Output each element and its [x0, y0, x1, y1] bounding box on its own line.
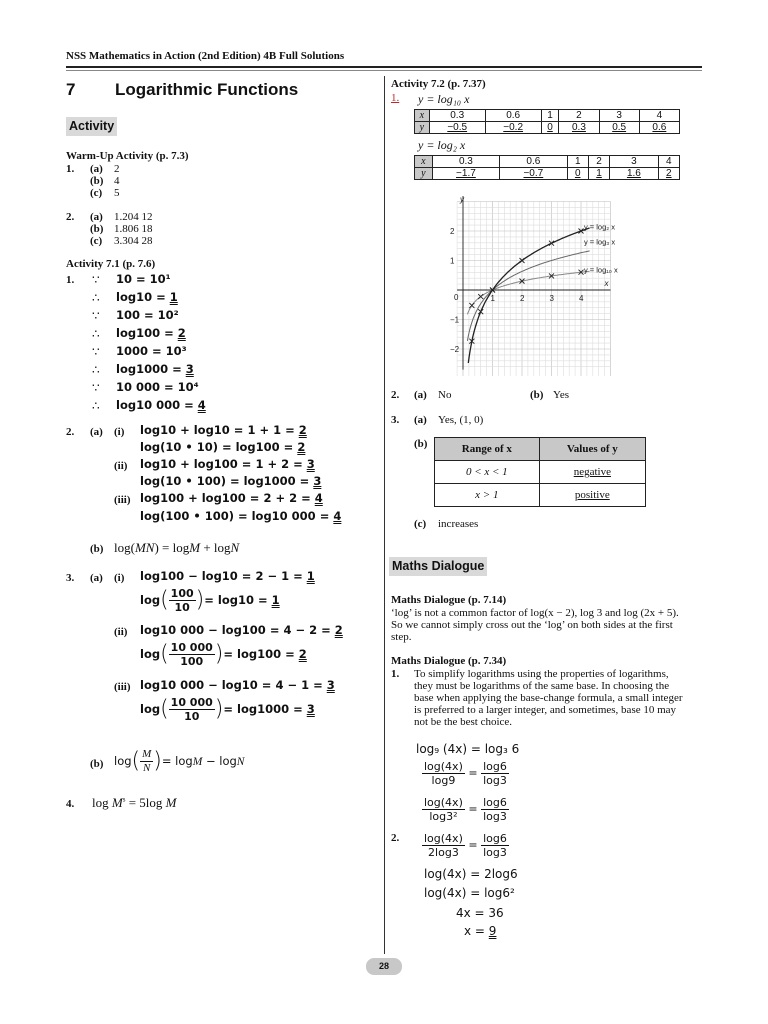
math-text: − log [202, 754, 237, 769]
q3-num: 3. [391, 414, 400, 426]
answer: 1.204 12 [114, 211, 153, 223]
table-cell: y [415, 168, 433, 180]
equation: y = log₂ x [418, 138, 466, 152]
math-text: x = [464, 924, 489, 938]
paren: ) [195, 587, 205, 613]
fraction [481, 832, 509, 859]
math-line [140, 679, 335, 693]
label: (a) [90, 572, 103, 584]
table-row [415, 110, 680, 122]
answer: 2 [298, 647, 307, 662]
warmup-q2-num: 2. [66, 211, 75, 223]
math-var: M [165, 795, 177, 810]
equation: y = log₁₀ x [418, 92, 470, 106]
label: (a) [90, 426, 103, 438]
table-cell: x > 1 [435, 484, 540, 507]
math-line [116, 345, 187, 359]
answer: 4 [314, 491, 323, 505]
label: (a) [90, 211, 103, 223]
table-cell: 0.6 [485, 110, 541, 122]
numerator: log6 [483, 796, 507, 809]
answer: increases [438, 518, 479, 530]
answer: Yes, (1, 0) [438, 414, 484, 426]
label: (i) [114, 426, 125, 438]
table-cell: 0 [541, 122, 559, 134]
paren: ) [214, 641, 224, 667]
math-var: MN [134, 540, 155, 555]
denominator: log3 [483, 846, 507, 860]
fraction [481, 796, 509, 823]
numerator: 10 000 [170, 696, 213, 709]
table-cell: 1 [541, 110, 559, 122]
math-line [114, 748, 244, 775]
label: (b) [90, 175, 104, 187]
paren: ) [214, 696, 224, 722]
denominator: log3² [429, 810, 458, 824]
math-line [140, 624, 343, 638]
table-cell: 0.6 [500, 156, 567, 168]
answer: 9 [488, 924, 497, 938]
table-cell: −0.7 [500, 168, 567, 180]
math-line [140, 510, 341, 524]
paragraph-line: So we cannot simply cross out the ‘log’ on both sides at the first [391, 619, 673, 631]
math-text: log(10 • 100) = log1000 = [140, 474, 314, 488]
y-tick-label: −1 [450, 315, 460, 325]
math-line [116, 363, 194, 377]
x-tick-label: 2 [520, 294, 525, 303]
table-cell: 0.5 [599, 122, 639, 134]
x-axis-label: x [604, 279, 609, 288]
fraction [422, 796, 465, 823]
math-var: M [111, 795, 123, 810]
math-line: $\frac{\log(4x)}{2\log 3}$ = $\frac{\log 6}{\log 3}$ [424, 832, 507, 860]
math-text: log [140, 702, 161, 717]
math-text: log10 + log10 = 1 + 1 = [140, 423, 299, 437]
table-cell: 1 [588, 168, 609, 180]
math-text: log100 = [116, 326, 178, 340]
math-line [464, 924, 496, 938]
q2-num: 2. [391, 389, 400, 401]
math-symbol: ∵ [92, 273, 100, 287]
denominator: 2log3 [428, 846, 459, 860]
table-cell: negative [539, 461, 645, 484]
label: (a) [90, 163, 103, 175]
math-var: M [189, 540, 201, 555]
paren: ( [160, 587, 169, 613]
table-row [415, 122, 680, 134]
answer: 5 [114, 187, 120, 199]
activity72-title: Activity 7.2 (p. 7.37) [391, 78, 486, 90]
math-line: log₉ (4x) = log₃ 6 [416, 742, 520, 756]
math-var: N [236, 756, 245, 769]
label: (c) [90, 187, 103, 199]
fraction [169, 587, 196, 614]
table-cell: 3 [599, 110, 639, 122]
math-line [116, 309, 179, 323]
math-symbol: ∴ [92, 291, 100, 305]
table-cell: 0.6 [639, 122, 679, 134]
answer: 3 [306, 702, 315, 717]
table-cell: 1 [567, 156, 588, 168]
denominator: 10 [174, 601, 190, 615]
table-row [435, 461, 646, 484]
math-text: log1000 = [116, 362, 186, 376]
paren: ) [153, 748, 162, 774]
table-cell: y [415, 122, 430, 134]
answer: 3 [326, 678, 335, 692]
numerator: 10 000 [170, 641, 213, 654]
values-table-log10 [414, 109, 680, 134]
x-tick-label: 1 [490, 294, 495, 303]
table-cell: 4 [639, 110, 679, 122]
math-symbol: ∴ [92, 363, 100, 377]
paragraph-line: is preferred to a larger integer, and sometimes, base 10 may [414, 704, 677, 716]
fraction [169, 696, 215, 723]
math-line: $\frac{\log(4x)}{\text{log3²}}$ = $\frac{\log 6}{\log 3}$ [424, 796, 507, 824]
denominator: log3 [483, 810, 507, 824]
table-cell: −1.7 [432, 168, 499, 180]
denominator: log3 [483, 774, 507, 788]
table-cell: x [415, 156, 433, 168]
md2-title: Maths Dialogue (p. 7.34) [391, 655, 507, 667]
denominator: log9 [431, 774, 456, 788]
math-line [140, 570, 315, 584]
paragraph-line: base when applying the base-change formula, a small integer [414, 692, 683, 704]
table-cell: Range of x [435, 438, 540, 461]
math-line [116, 327, 186, 341]
section-maths-dialogue: Maths Dialogue [389, 557, 487, 576]
math-text: = log1000 = [223, 702, 307, 717]
math-line: log(4x) = 2log6 [424, 867, 518, 881]
numerator: M [140, 748, 153, 762]
activity71-title: Activity 7.1 (p. 7.6) [66, 258, 156, 270]
numerator: log(4x) [424, 760, 463, 773]
table-cell: 0 < x < 1 [435, 461, 540, 484]
point-marker [469, 303, 474, 308]
math-text: + log [200, 540, 231, 555]
math-symbol: ∵ [92, 309, 100, 323]
answer: 3 [306, 457, 315, 471]
q2-num: 2. [66, 426, 75, 438]
label: (b) [530, 389, 544, 401]
table-cell: 2 [588, 156, 609, 168]
numerator: log6 [483, 760, 507, 773]
paragraph-line: not be the best choice. [414, 716, 513, 728]
answer: 1 [306, 569, 315, 583]
fraction [140, 748, 153, 775]
fraction [169, 641, 215, 668]
paren: ( [160, 641, 169, 667]
math-line [92, 795, 177, 811]
answer: 1 [169, 290, 178, 304]
math-text: 1000 = 10³ [116, 344, 187, 358]
table-cell: positive [539, 484, 645, 507]
math-line: $\frac{\log(4x)}{\log 9}$ = $\frac{\log 6}{\log 3}$ [424, 760, 507, 788]
chapter-number: 7 [66, 80, 76, 99]
answer: 3.304 28 [114, 235, 153, 247]
denominator: 100 [180, 655, 204, 669]
table-cell: 2 [559, 110, 599, 122]
math-text: log [140, 647, 161, 662]
y-tick-label: 2 [450, 227, 455, 236]
item-num: 2. [391, 832, 400, 844]
curve-label-log2: y = log₂ x [583, 222, 616, 232]
q4-num: 4. [66, 798, 75, 810]
paren: ( [160, 696, 169, 722]
q3-num: 3. [66, 572, 75, 584]
item-num: 1. [66, 274, 75, 286]
table-cell: 0.3 [432, 156, 499, 168]
column-divider [384, 76, 385, 954]
answer: 2 [114, 163, 120, 175]
table-row [415, 168, 680, 180]
answer: 3 [185, 362, 194, 376]
label: (b) [90, 543, 104, 555]
log-graph [420, 190, 620, 376]
table-row [435, 484, 646, 507]
section-activity: Activity [66, 117, 117, 136]
math-line [140, 458, 315, 472]
math-text: 100 = 10² [116, 308, 179, 322]
page-number: 28 [366, 958, 402, 975]
math-text: log( [114, 540, 135, 555]
item-num: 1. [391, 668, 400, 680]
label: (ii) [114, 626, 128, 638]
range-table [434, 437, 646, 507]
answer: No [438, 389, 452, 401]
md1-title: Maths Dialogue (p. 7.14) [391, 594, 507, 606]
math-text: log10 + log100 = 1 + 2 = [140, 457, 307, 471]
math-text: = log10 = [204, 593, 272, 608]
y-axis-label: y [460, 195, 464, 204]
label: (iii) [114, 681, 131, 693]
math-var: N [230, 540, 240, 555]
answer: 4 [114, 175, 120, 187]
math-line [140, 587, 280, 614]
fraction [422, 760, 465, 787]
math-text: log [140, 593, 161, 608]
table-cell: 4 [658, 156, 679, 168]
table-cell: 0 [567, 168, 588, 180]
math-line [116, 291, 178, 305]
answer: 3 [313, 474, 322, 488]
math-line [116, 399, 206, 413]
paren: ( [131, 748, 141, 774]
paragraph-line: step. [391, 631, 412, 643]
table-cell: 3 [610, 156, 658, 168]
math-text: log100 − log10 = 2 − 1 = [140, 569, 307, 583]
answer: 4 [333, 509, 342, 523]
answer: 1 [271, 593, 280, 608]
header-rule-thin [66, 70, 702, 71]
math-line [114, 540, 239, 556]
math-text: log10 000 − log100 = 4 − 2 = [140, 623, 335, 637]
math-text: log10 = [116, 290, 170, 304]
label: (c) [414, 518, 427, 530]
header-rule [66, 66, 702, 68]
math-text: log10 000 − log10 = 4 − 1 = [140, 678, 327, 692]
math-text: log10 000 = [116, 398, 198, 412]
curve-label-log3: y = log₃ x [583, 237, 616, 247]
numerator: log(4x) [424, 796, 463, 809]
fraction [422, 832, 465, 859]
answer: 4 [197, 398, 206, 412]
math-line [116, 273, 171, 287]
label: (a) [414, 389, 427, 401]
math-text: log(100 • 100) = log10 000 = [140, 509, 334, 523]
math-line [140, 424, 307, 438]
table-cell: −0.2 [485, 122, 541, 134]
label: (c) [90, 235, 103, 247]
y-tick-label: 1 [450, 256, 455, 266]
origin-label: 0 [454, 293, 459, 302]
numerator: 100 [170, 587, 194, 600]
answer: 2 [298, 423, 307, 437]
denominator: 10 [184, 710, 200, 724]
answer: 2 [177, 326, 186, 340]
values-table-log2 [414, 155, 680, 180]
fraction [481, 760, 509, 787]
math-text: log(10 • 10) = log100 = [140, 440, 298, 454]
answer: 2 [334, 623, 343, 637]
label: (b) [414, 438, 428, 450]
paragraph-line: ‘log’ is not a common factor of log(x − 2), log 3 and log (2x + 5). [391, 607, 679, 619]
table-cell: Values of y [539, 438, 645, 461]
math-line [140, 492, 323, 506]
math-text: ) = log [154, 540, 190, 555]
label: (b) [90, 223, 104, 235]
chapter-title: Logarithmic Functions [115, 80, 299, 99]
table-cell: 1.6 [610, 168, 658, 180]
math-text: = log [161, 754, 193, 769]
label: (iii) [114, 494, 131, 506]
table-row [435, 438, 646, 461]
table-cell: 0.3 [429, 110, 485, 122]
label: (b) [90, 758, 104, 770]
answer: 1.806 18 [114, 223, 153, 235]
x-tick-label: 3 [549, 294, 554, 303]
numerator: log(4x) [424, 832, 463, 845]
math-symbol: ∴ [92, 327, 100, 341]
math-text: log100 + log100 = 2 + 2 = [140, 491, 315, 505]
math-line [140, 441, 305, 455]
label: (ii) [114, 460, 128, 472]
page-header: NSS Mathematics in Action (2nd Edition) 4B Full Solutions [66, 50, 345, 62]
curve-label-log10: y = log₁₀ x [583, 265, 618, 275]
table-cell: −0.5 [429, 122, 485, 134]
superscript: s [122, 795, 126, 804]
math-line: 4x = 36 [456, 906, 504, 920]
math-line [140, 696, 315, 723]
math-symbol: ∵ [92, 345, 100, 359]
math-text: 10 = 10¹ [116, 272, 171, 286]
math-line: log(4x) = log6² [424, 886, 515, 900]
paragraph-line: To simplify logarithms using the properties of logarithms, [414, 668, 669, 680]
math-text: = log100 = [223, 647, 299, 662]
table-cell: 2 [658, 168, 679, 180]
answer: Yes [553, 389, 570, 401]
math-line [116, 381, 199, 395]
x-tick-label: 4 [579, 294, 584, 303]
math-var: M [192, 756, 203, 769]
math-symbol: ∵ [92, 381, 100, 395]
warmup-q1-num: 1. [66, 163, 75, 175]
warmup-title: Warm-Up Activity (p. 7.3) [66, 150, 189, 162]
table-row [415, 156, 680, 168]
table-cell: x [415, 110, 430, 122]
math-symbol: ∴ [92, 399, 100, 413]
table-cell: 0.3 [559, 122, 599, 134]
math-text: log [114, 754, 132, 769]
label: (i) [114, 572, 125, 584]
answer: 2 [297, 440, 306, 454]
y-tick-label: −2 [450, 345, 460, 354]
numerator: log6 [483, 832, 507, 845]
math-line [140, 475, 321, 489]
label: (a) [414, 414, 427, 426]
paragraph-line: they must be logarithms of the same base. In choosing the [414, 680, 670, 692]
math-text: 10 000 = 10⁴ [116, 380, 199, 394]
math-line [140, 641, 307, 668]
math-text: = 5log [125, 795, 166, 810]
denominator: N [143, 762, 151, 775]
q1-num: 1. [391, 92, 400, 104]
math-text: log [92, 795, 112, 810]
